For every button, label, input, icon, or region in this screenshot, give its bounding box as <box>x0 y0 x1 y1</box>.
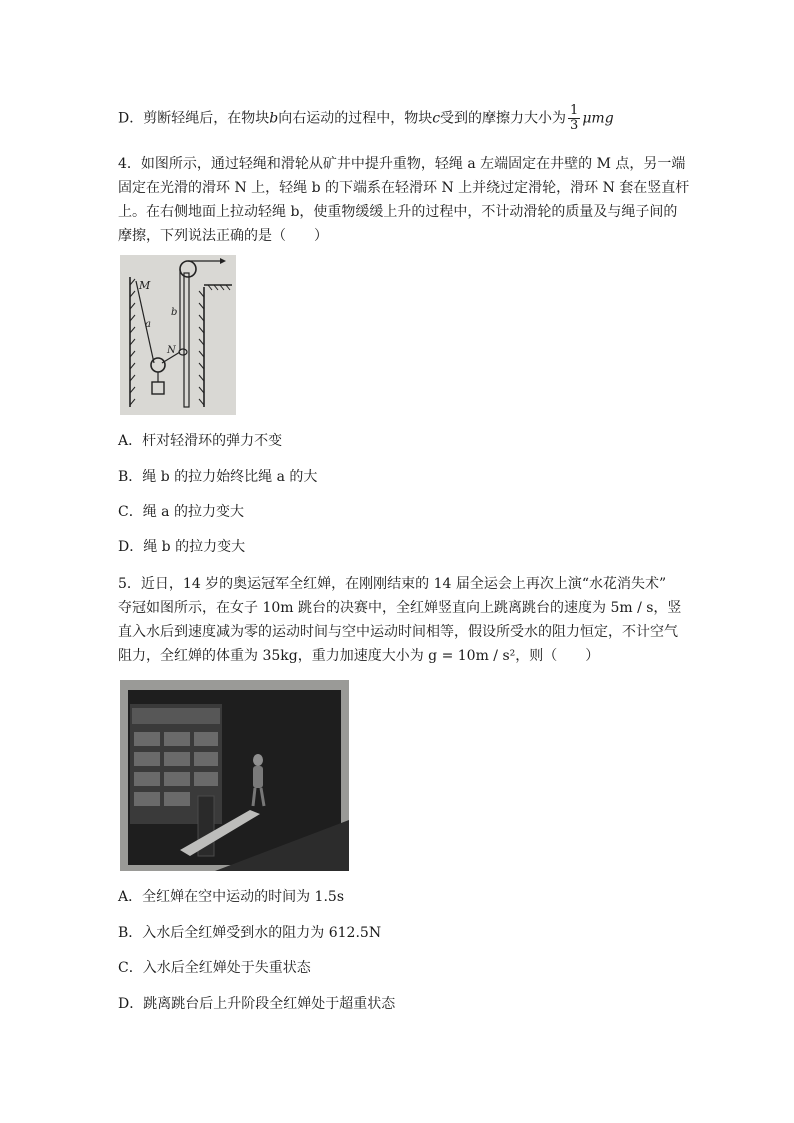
diving-photo <box>120 680 349 871</box>
q5-stem-line-2: 夺冠如图所示，在女子 10m 跳台的决赛中，全红婵竖直向上跳离跳台的速度为 5m / s，竖 <box>118 600 682 616</box>
q4-stem-line-1: 4．如图所示，通过轻绳和滑轮从矿井中提升重物，轻绳 a 左端固定在井壁的 M 点，另一端 <box>118 156 686 172</box>
q3-friction-term: μmg <box>582 110 614 127</box>
q4-option-b: B．绳 b 的拉力始终比绳 a 的大 <box>118 469 318 485</box>
q4-option-a: A．杆对轻滑环的弹力不变 <box>118 433 283 449</box>
q5-stem-line-4: 阻力，全红婵的体重为 35kg，重力加速度大小为 g = 10m / s²，则（ ） <box>118 648 600 664</box>
q4-stem-line-3: 上。在右侧地面上拉动轻绳 b，使重物缓缓上升的过程中，不计动滑轮的质量及与绳子间的 <box>118 204 678 220</box>
label-M: M <box>139 279 151 292</box>
q5-option-b: B．入水后全红婵受到水的阻力为 612.5N <box>118 925 382 941</box>
q5-option-c: C．入水后全红婵处于失重状态 <box>118 960 311 976</box>
q3-option-d <box>118 104 614 133</box>
q4-stem-line-4: 摩擦，下列说法正确的是（ ） <box>118 228 328 244</box>
label-b: b <box>171 307 178 318</box>
q5-stem-line-3: 直入水后到速度减为零的运动时间与空中运动时间相等，假设所受水的阻力恒定，不计空气 <box>118 624 678 640</box>
q4-stem-line-2: 固定在光滑的滑环 N 上，轻绳 b 的下端系在轻滑环 N 上并绕过定滑轮，滑环 N 套在竖直杆 <box>118 180 690 196</box>
q5-option-d: D．跳离跳台后上升阶段全红婵处于超重状态 <box>118 996 396 1012</box>
q5-option-a: A．全红婵在空中运动的时间为 1.5s <box>118 889 345 905</box>
q3-var-b: b <box>269 110 279 127</box>
q3-frac-den: 3 <box>570 118 579 133</box>
q4-pulley-diagram <box>120 255 236 415</box>
q5-photo <box>120 680 349 871</box>
q4-pulley-figure <box>120 255 236 415</box>
label-N: N <box>167 345 176 356</box>
q5-stem-line-1: 5．近日，14 岁的奥运冠军全红婵，在刚刚结束的 14 届全运会上再次上演“水花消失术” <box>118 576 667 592</box>
q4-option-c: C．绳 a 的拉力变大 <box>118 504 244 520</box>
q3-var-c: c <box>432 110 441 127</box>
label-a: a <box>145 319 151 330</box>
q4-option-d: D．绳 b 的拉力变大 <box>118 539 246 555</box>
q3-option-d-mid: 向右运动的过程中，物块 <box>278 110 433 127</box>
q3-option-d-before: D．剪断轻绳后，在物块 <box>118 110 270 127</box>
q3-frac-num: 1 <box>570 103 579 118</box>
q3-fraction <box>568 104 580 133</box>
q3-option-d-after: 受到的摩擦力大小为 <box>440 110 567 127</box>
